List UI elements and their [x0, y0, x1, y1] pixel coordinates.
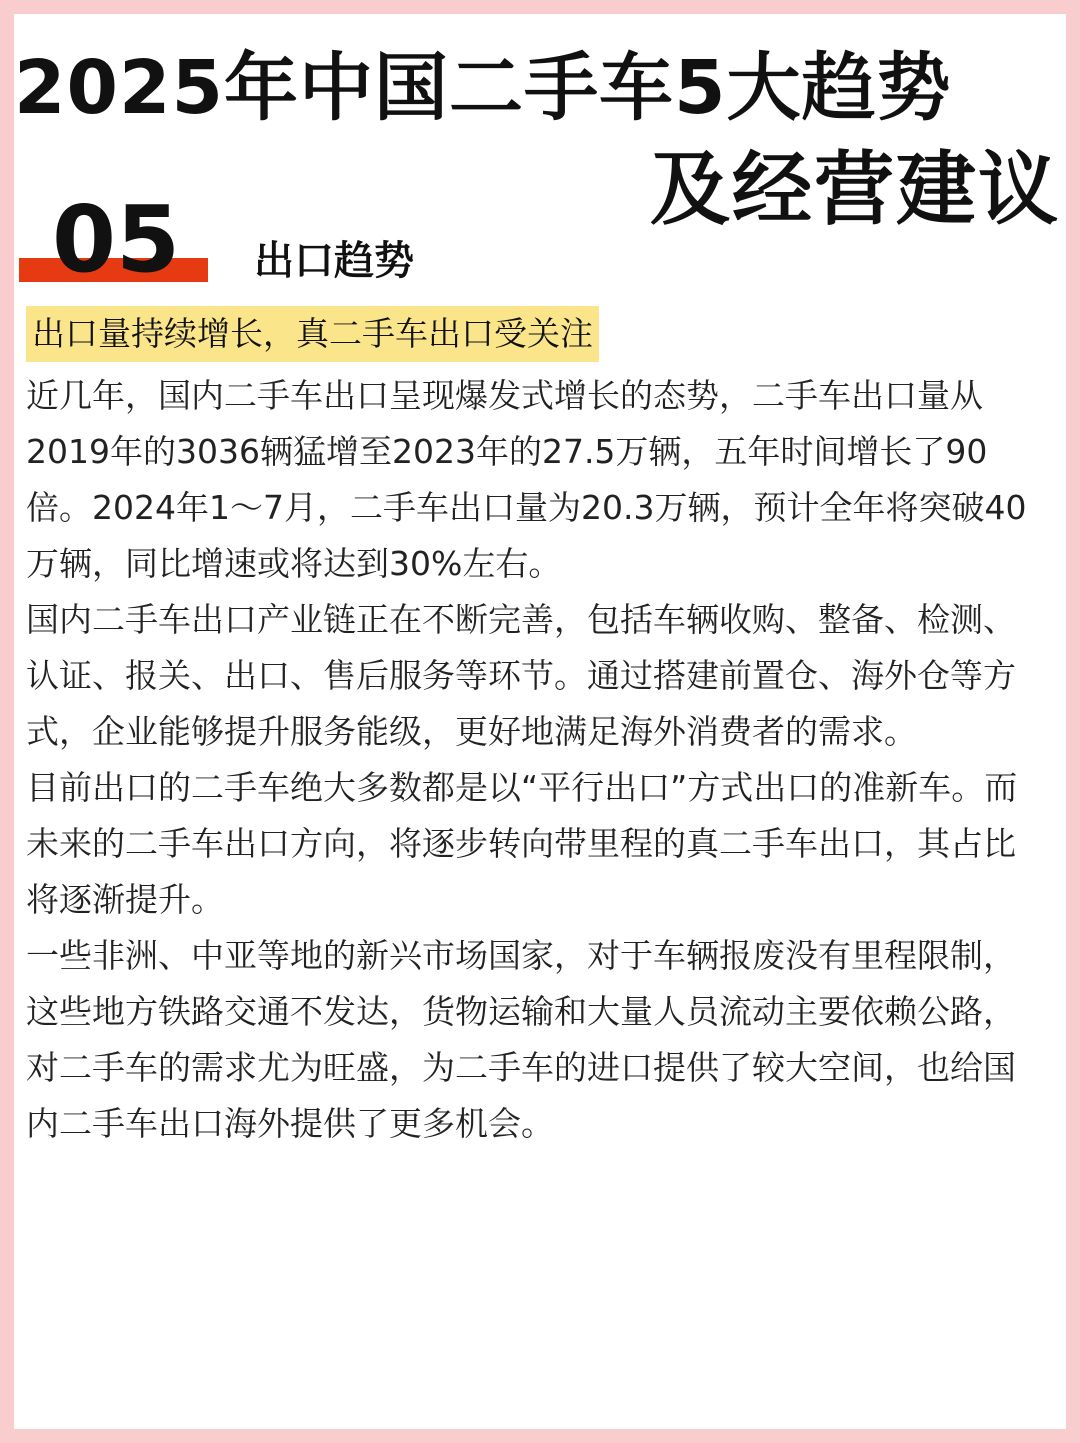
paragraph-4: 一些非洲、中亚等地的新兴市场国家，对于车辆报废没有里程限制，这些地方铁路交通不发达，货物运输和大量人员流动主要依赖公路，对二手车的需求尤为旺盛，为二手车的进口提供了较大空间，也给国内二手车出口海外提供了更多机会。 — [26, 936, 1016, 1143]
section-number: 05 — [52, 186, 181, 293]
paragraph-3: 目前出口的二手车绝大多数都是以“平行出口”方式出口的准新车。而未来的二手车出口方向，将逐步转向带里程的真二手车出口，其占比将逐渐提升。 — [26, 768, 1018, 919]
body-text — [26, 368, 1034, 1152]
highlighted-subheading: 出口量持续增长，真二手车出口受关注 — [26, 306, 599, 362]
page-title-line-1: 2025年中国二手车5大趋势 — [14, 45, 952, 131]
paragraph-2: 国内二手车出口产业链正在不断完善，包括车辆收购、整备、检测、认证、报关、出口、售后服务等环节。通过搭建前置仓、海外仓等方式，企业能够提升服务能级，更好地满足海外消费者的需求。 — [26, 600, 1016, 751]
section-title: 出口趋势 — [254, 238, 414, 284]
page-title-line-2: 及经营建议 — [650, 143, 1060, 236]
paragraph-1: 近几年，国内二手车出口呈现爆发式增长的态势，二手车出口量从2019年的3036辆猛增至2023年的27.5万辆，五年时间增长了90倍。2024年1～7月，二手车出口量为20.3万辆，预计全年将突破40万辆，同比增速或将达到30%左右。 — [26, 376, 1027, 583]
